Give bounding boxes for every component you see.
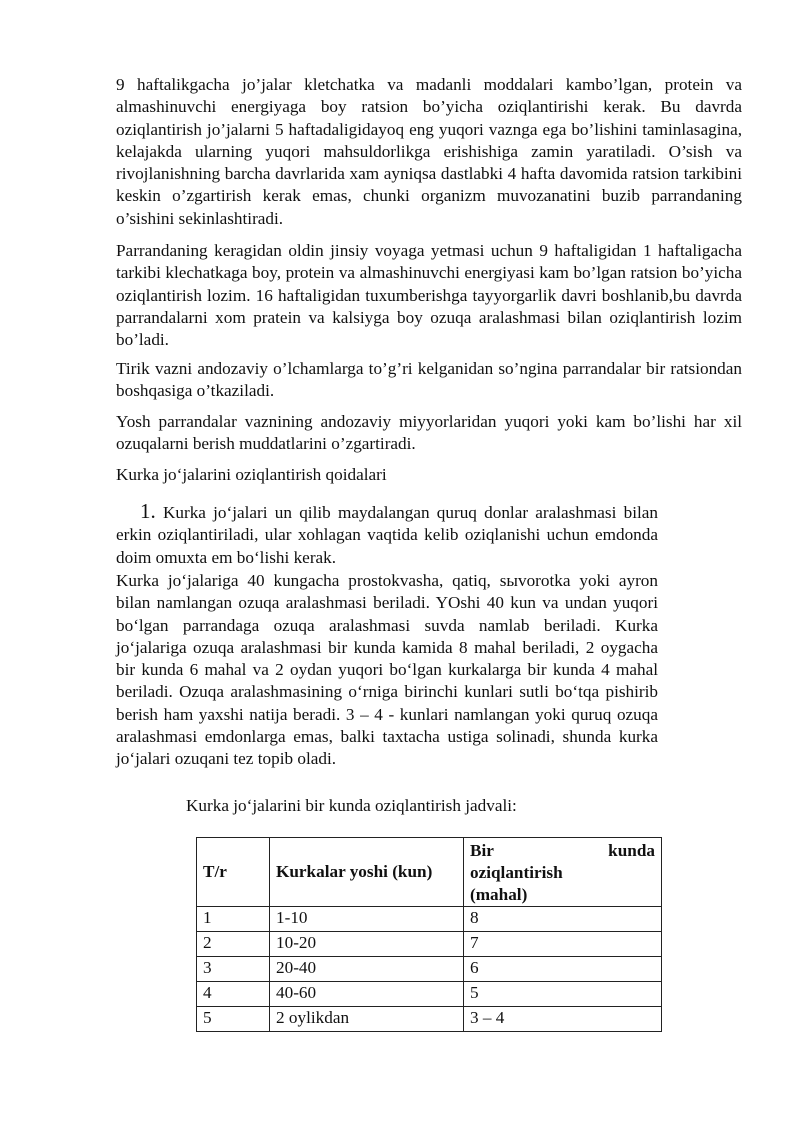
table-row [197, 932, 662, 957]
list-number: 1. [140, 499, 156, 523]
cell-age: 2 oylikdan [270, 1007, 464, 1032]
header-times-word-1: Bir [470, 841, 494, 860]
paragraph-2: Parrandaning keragidan oldin jinsiy voyaga yetmasi uchun 9 haftaligidan 1 haftaligacha tarkibi klechatkaga boy, protein va almashinuvchi energiyasi kam bo’lgan ratsion bo’yicha oziqlantirish lozim. 16 haftaligidan tuxumberishga tayyorgarlik davri boshlanib,bu davrda parrandalarni xom pratein va kalsiyga boy ozuqa aralashmasi bilan oziqlantirish lozim bo’ladi. [116, 241, 742, 350]
cell-times: 7 [464, 932, 662, 957]
feeding-table [196, 837, 662, 1032]
cell-times: 5 [464, 982, 662, 1007]
cell-times: 8 [464, 907, 662, 932]
header-times [464, 838, 662, 907]
table-row [197, 982, 662, 1007]
list-item-text: Kurka jo‘jalari un qilib maydalangan quruq donlar aralashmasi bilan erkin oziqlantiriladi, ular xohlagan vaqtida kelib oziqlanishi uchun emdonda doim omuxta em bo‘lishi kerak. [116, 503, 658, 567]
list-item [116, 500, 658, 569]
cell-number: 4 [197, 982, 270, 1007]
paragraph-1: 9 haftalikgacha jo’jalar kletchatka va madanli moddalari kambo’lgan, protein va almashinuvchi energiyaga boy ratsion bo’yicha oziqlantirishi kerak. Bu davrda oziqlantirish jo’jalarni 5 haftadaligidayoq eng yuqori vaznga ega bo’lishini taminlasagina, kelajakda ularning yuqori mahsuldorlikga erishishiga zamin yaratiladi. O’sish va rivojlanishning barcha davrlarida xam ayniqsa dastlabki 4 hafta davomida ratsion tarkibini keskin o’zgartirish kerak emas, chunki organizm muvozanatini buzib parrandaning o’sishini sekinlashtiradi. [116, 75, 742, 228]
cell-number: 1 [197, 907, 270, 932]
paragraph-4: Yosh parrandalar vaznining andozaviy miyyorlaridan yuqori yoki kam bo’lishi har xil ozuqalarni berish muddatlarini o’zgartiradi. [116, 412, 742, 454]
cell-number: 5 [197, 1007, 270, 1032]
table-row [197, 957, 662, 982]
cell-age: 10-20 [270, 932, 464, 957]
table-header-row [197, 838, 662, 907]
cell-number: 3 [197, 957, 270, 982]
header-times-word-4: (mahal) [470, 885, 528, 904]
cell-number: 2 [197, 932, 270, 957]
cell-age: 20-40 [270, 957, 464, 982]
header-tr: T/r [197, 838, 270, 907]
table-row [197, 907, 662, 932]
paragraph-5: Kurka jo‘jalariga 40 kungacha prostokvasha, qatiq, sыvorotka yoki ayron bilan namlangan ozuqa aralashmasi beriladi. YOshi 40 kun va undan yuqori bo‘lgan parrandaga ozuqa aralashmasi suvda namlab beriladi. Kurka jo‘jalariga ozuqa aralashmasi bir kunda kamida 8 mahal beriladi, 2 oygacha bir kunda 6 mahal va 2 oydan yuqori bo‘lgan kurkalarga bir kunda 4 mahal beriladi. Ozuqa aralashmasining o‘rniga birinchi kunlari sutli bo‘tqa pishirib berish ham yaxshi natija beradi. 3 – 4 - kunlari namlangan yoki quruq ozuqa aralashmasi emdonlarga emas, balki taxtacha ustiga solinadi, shunda kurka jo‘jalari ozuqani tez topib oladi. [116, 571, 658, 769]
table-row [197, 1007, 662, 1032]
header-times-word-3: oziqlantirish [470, 863, 563, 882]
cell-age: 40-60 [270, 982, 464, 1007]
header-times-word-2: kunda [608, 841, 655, 860]
cell-times: 6 [464, 957, 662, 982]
table-caption: Kurka jo‘jalarini bir kunda oziqlantirish jadvali: [186, 796, 517, 815]
cell-times: 3 – 4 [464, 1007, 662, 1032]
paragraph-3: Tirik vazni andozaviy o’lchamlarga to’g’ri kelganidan so’ngina parrandalar bir ratsiondan boshqasiga o’tkaziladi. [116, 359, 742, 401]
header-age: Kurkalar yoshi (kun) [270, 838, 464, 907]
section-heading: Kurka jo‘jalarini oziqlantirish qoidalari [116, 465, 387, 484]
cell-age: 1-10 [270, 907, 464, 932]
